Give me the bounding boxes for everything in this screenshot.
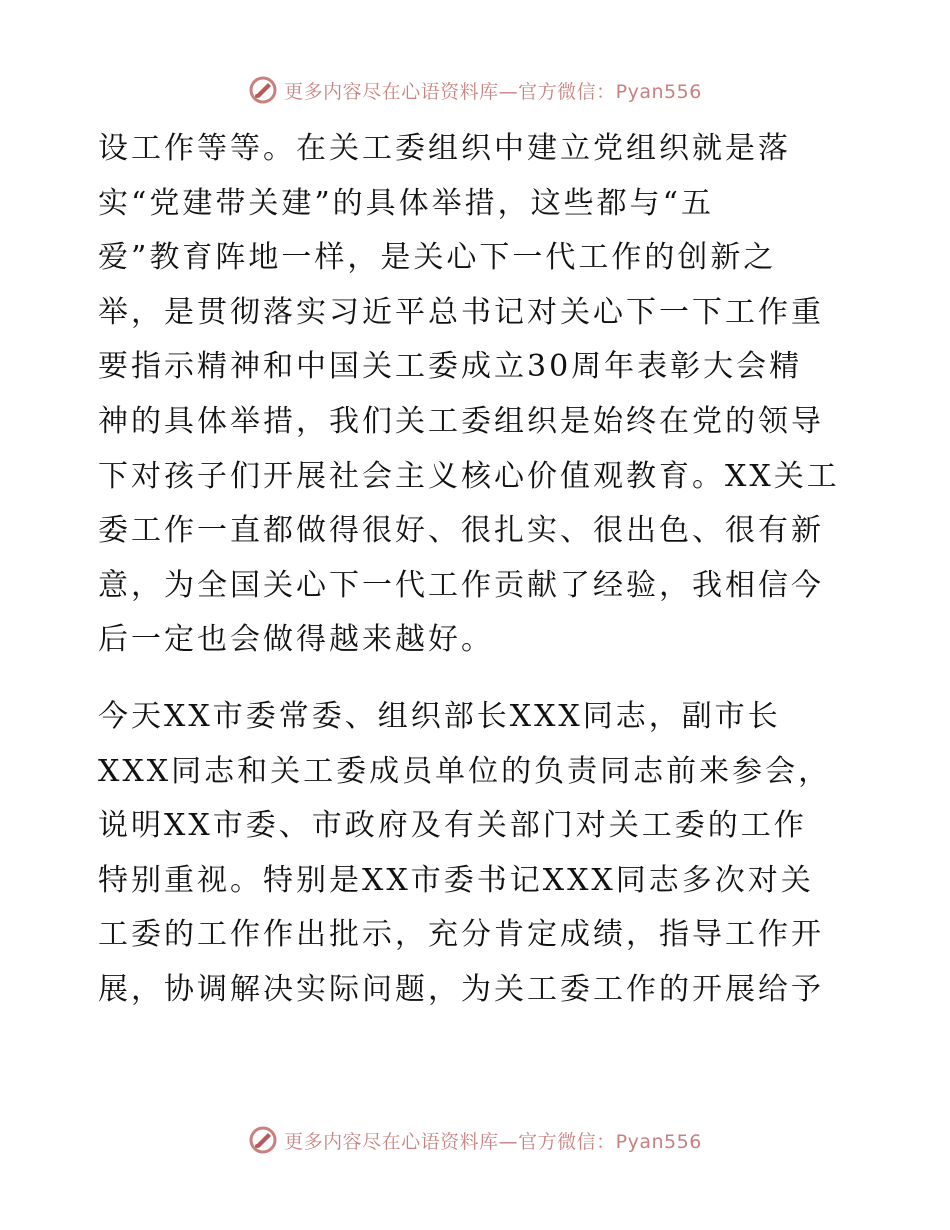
watermark-text: 更多内容尽在心语资料库—官方微信：Pyan556 xyxy=(284,80,702,103)
logo-icon xyxy=(248,1125,278,1155)
text-line: 意，为全国关心下一代工作贡献了经验，我相信今 xyxy=(98,567,824,603)
watermark-header xyxy=(0,70,950,110)
text-line: 实“党建带关建”的具体举措，这些都与“五 xyxy=(98,185,715,221)
text-line: 委工作一直都做得很好、很扎实、很出色、很有新 xyxy=(98,513,824,549)
text-line: XXX同志和关工委成员单位的负责同志前来参会， xyxy=(98,753,832,789)
text-line: 设工作等等。在关工委组织中建立党组织就是落 xyxy=(98,131,791,166)
document-body xyxy=(98,122,868,1018)
text-line: 展，协调解决实际问题，为关工委工作的开展给予 xyxy=(98,971,824,1007)
watermark-footer xyxy=(0,1120,950,1160)
text-line: 今天XX市委常委、组织部长XXX同志，副市长 xyxy=(98,698,781,734)
text-line: 特别重视。特别是XX市委书记XXX同志多次对关 xyxy=(98,862,814,898)
text-line: 下对孩子们开展社会主义核心价值观教育。XX关工 xyxy=(98,458,840,494)
text-line: 工委的工作作出批示，充分肯定成绩，指导工作开 xyxy=(98,917,824,953)
text-line: 爱”教育阵地一样，是关心下一代工作的创新之 xyxy=(98,240,777,276)
paragraph-2 xyxy=(98,690,868,1018)
text-line: 说明XX市委、市政府及有关部门对关工委的工作 xyxy=(98,808,807,844)
text-line: 举，是贯彻落实习近平总书记对关心下一下工作重 xyxy=(98,294,824,330)
paragraph-1 xyxy=(98,122,868,668)
watermark-text: 更多内容尽在心语资料库—官方微信：Pyan556 xyxy=(284,1130,702,1153)
text-line: 后一定也会做得越来越好。 xyxy=(98,622,494,658)
text-line: 神的具体举措，我们关工委组织是始终在党的领导 xyxy=(98,403,824,439)
logo-icon xyxy=(248,75,278,105)
text-line: 要指示精神和中国关工委成立30周年表彰大会精 xyxy=(98,349,803,385)
